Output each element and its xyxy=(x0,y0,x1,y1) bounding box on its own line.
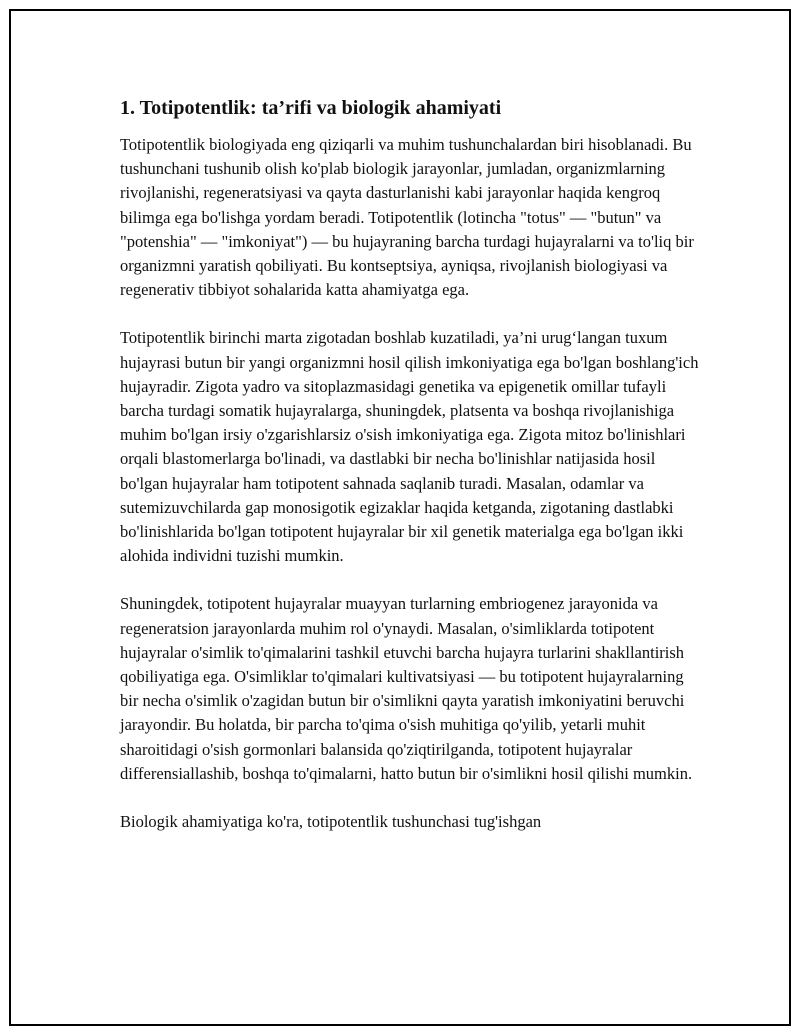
document-page xyxy=(9,9,791,1026)
section-title: 1. Totipotentlik: ta’rifi va biologik ahamiyati xyxy=(120,97,502,119)
paragraph-significance: Biologik ahamiyatiga ko'ra, totipotentlik tushunchasi tug'ishgan xyxy=(120,812,542,832)
document-body xyxy=(120,95,700,858)
paragraph-definition: Totipotentlik biologiyada eng qiziqarli va muhim tushunchalardan biri hisoblanadi. Bu tushunchani tushunib olish ko'plab biologik jarayonlar, jumladan, organizmlarning rivojlanishi, regeneratsiyasi va qayta dasturlanishi kabi jarayonlar haqida kengroq bilimga ega bo'lishga yordam beradi. Totipotentlik (lotincha "totus" — "butun" va "potenshia" — "imkoniyat") — bu hujayraning barcha turdagi hujayralarni va to'liq bir organizmni yaratish qobiliyati. Bu kontseptsiya, ayniqsa, rivojlanish biologiyasi va regenerativ tibbiyot sohalarida katta ahamiyatga ega. xyxy=(120,135,694,300)
paragraph-zygote: Totipotentlik birinchi marta zigotadan boshlab kuzatiladi, ya’ni urug‘langan tuxum hujayrasi butun bir yangi organizmni hosil qilish imkoniyatiga ega bo'lgan boshlang'ich hujayradir. Zigota yadro va sitoplazmasidagi genetika va epigenetik omillar tufayli barcha turdagi somatik hujayralarga, shuningdek, platsenta va boshqa rivojlanishiga muhim bo'lgan irsiy o'zgarishlarsiz o'sish imkoniyatiga ega. Zigota mitoz bo'linishlari orqali blastomerlarga bo'linadi, va dastlabki bir necha bo'linishlar natijasida hosil bo'lgan hujayralar ham totipotent sahnada saqlanib turadi. Masalan, odamlar va sutemizuvchilarda gap monosigotik egizaklar haqida ketganda, zigotaning dastlabki bo'linishlarida bo'lgan totipotent hujayralar bir xil genetik materialga ega bo'lgan ikki alohida individni tuzishi mumkin. xyxy=(120,328,699,566)
paragraph-plants: Shuningdek, totipotent hujayralar muayyan turlarning embriogenez jarayonida va regeneratsion jarayonlarda muhim rol o'ynaydi. Masalan, o'simliklarda totipotent hujayralar o'simlik to'qimalarini tashkil etuvchi barcha hujayra turlarini shakllantirish qobiliyatiga ega. O'simliklar to'qimalari kultivatsiyasi — bu totipotent hujayralarning bir necha o'simlik o'zagidan butun bir o'simlikni qayta yaratish imkoniyatini beruvchi jarayondir. Bu holatda, bir parcha to'qima o'sish muhitiga qo'yilib, yetarli muhit sharoitidagi o'sish gormonlari balansida qo'ziqtirilganda, totipotent hujayralar differensiallashib, boshqa to'qimalarni, hatto butun bir o'simlikni hosil qilishi mumkin. xyxy=(120,594,693,783)
